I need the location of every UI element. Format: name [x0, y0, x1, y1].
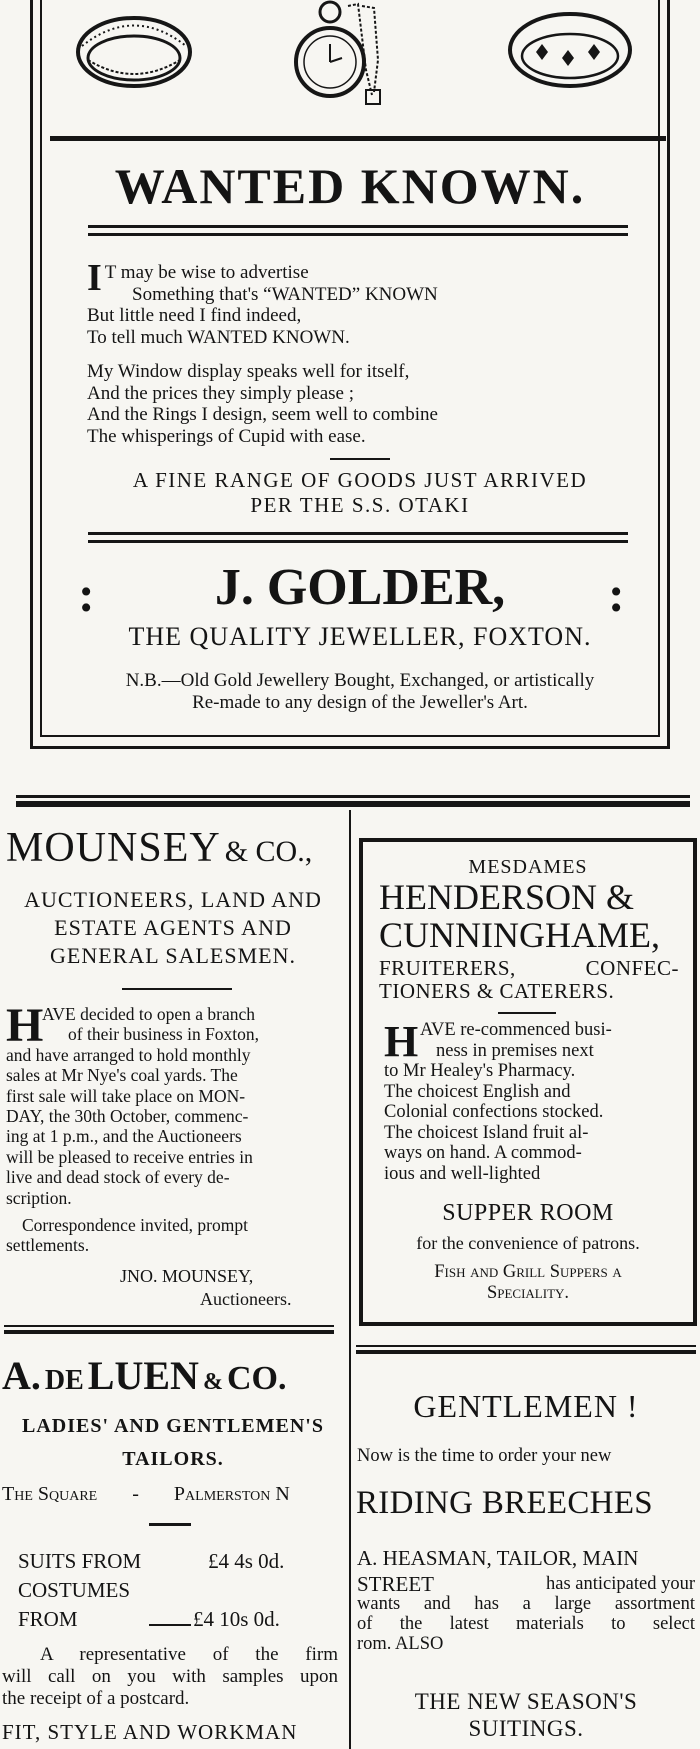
- price-value: £4 10s 0d.: [193, 1607, 280, 1631]
- rep-line: will call on you with samples upon: [2, 1666, 338, 1687]
- rule-top: [50, 136, 666, 141]
- mounsey-signature-role: Auctioneers.: [200, 1289, 292, 1309]
- body-line: wants and has a large assortment: [357, 1594, 695, 1614]
- body-line: settlements.: [6, 1235, 90, 1256]
- rule-mounsey-b: [4, 1330, 334, 1334]
- body-line: Correspondence invited, prompt: [22, 1215, 248, 1236]
- mounsey-co: & CO.,: [224, 835, 313, 868]
- address-dash: -: [132, 1483, 139, 1505]
- body-line: AVE re-commenced busi-: [420, 1020, 612, 1040]
- body-line: The choicest Island fruit al-: [384, 1122, 589, 1143]
- body-line: of the latest materials to select: [357, 1614, 695, 1634]
- colon-right: :: [608, 566, 625, 622]
- tailors-line: TAILORS.: [122, 1448, 224, 1470]
- desc-line: ESTATE AGENTS AND: [54, 915, 292, 940]
- heasman-gentlemen: GENTLEMEN !: [413, 1388, 639, 1424]
- trade-line: FRUITERERS, CONFEC-: [379, 956, 679, 980]
- rep-line: the receipt of a postcard.: [2, 1688, 190, 1709]
- short-rule: [149, 1523, 191, 1526]
- body-line: live and dead stock of every de-: [6, 1167, 230, 1188]
- name-line: HENDERSON &: [379, 877, 635, 917]
- henderson-drop-cap: H: [384, 1017, 419, 1066]
- price-label: SUITS FROM: [18, 1549, 142, 1573]
- arrival-notice: [60, 468, 660, 518]
- deluen-prices: [18, 1547, 338, 1634]
- suppers-line: Speciality.: [486, 1283, 570, 1303]
- body-line: DAY, the 30th October, commenc-: [6, 1106, 249, 1127]
- henderson-supper-room: SUPPER ROOM: [442, 1200, 614, 1226]
- mounsey-title: [6, 824, 346, 872]
- body-line: of their business in Foxton,: [68, 1024, 260, 1045]
- rule-henderson-b: [356, 1350, 696, 1354]
- golder-subtitle: THE QUALITY JEWELLER, FOXTON.: [128, 622, 592, 651]
- deluen-address: [2, 1483, 342, 1506]
- deluen-representative: [2, 1644, 338, 1710]
- poem-line: To tell much WANTED KNOWN.: [87, 326, 350, 348]
- section-rule-a: [16, 795, 690, 798]
- nb-line: N.B.—Old Gold Jewellery Bought, Exchanged, or artistically: [125, 670, 595, 691]
- poem-line: My Window display speaks well for itself,: [87, 361, 410, 382]
- short-rule: [330, 458, 390, 460]
- suppers-line: Fish and Grill Suppers a: [434, 1262, 622, 1282]
- heasman-body: [357, 1574, 695, 1654]
- section-rule-b: [16, 801, 690, 807]
- mounsey-drop-cap: H: [6, 999, 44, 1052]
- trade-line: TIONERS & CATERERS.: [379, 979, 615, 1003]
- short-rule: [149, 1624, 191, 1626]
- poem-line: But little need I find indeed,: [87, 305, 302, 326]
- arrival-line: PER THE S.S. OTAKI: [250, 493, 470, 517]
- tailors-line: LADIES' AND GENTLEMEN'S: [22, 1415, 324, 1437]
- golder-name: J. GOLDER,: [214, 559, 506, 616]
- title-part: A.: [2, 1353, 41, 1398]
- pocket-watch-icon: [292, 0, 412, 108]
- season-line: SUITINGS.: [468, 1716, 584, 1741]
- henderson-convenience: for the convenience of patrons.: [416, 1233, 640, 1253]
- poem-line: The whisperings of Cupid with ease.: [87, 425, 366, 447]
- golder-nb: [50, 670, 670, 714]
- mounsey-description: [0, 886, 346, 970]
- poem-line: And the prices they simply please ;: [87, 382, 354, 404]
- body-line: AVE decided to open a branch: [42, 1004, 256, 1024]
- desc-line: AUCTIONEERS, LAND AND: [24, 887, 322, 912]
- desc-line: GENERAL SALESMEN.: [50, 943, 296, 968]
- henderson-suppers: [370, 1262, 686, 1304]
- body-line: and have arranged to hold monthly: [6, 1044, 251, 1065]
- golder-poem: [87, 257, 647, 447]
- name-line: CUNNINGHAME,: [379, 915, 660, 955]
- heasman-now: Now is the time to order your new: [357, 1446, 612, 1466]
- henderson-name: [379, 878, 699, 954]
- colon-left: :: [78, 566, 95, 622]
- deluen-tailors: [0, 1410, 346, 1476]
- address-square: The Square: [2, 1483, 98, 1505]
- nb-line: Re-made to any design of the Jeweller's Art.: [192, 692, 528, 713]
- rep-line: A representative of the firm: [40, 1644, 338, 1665]
- poem-drop-cap: I: [87, 257, 102, 299]
- body-line: to Mr Healey's Pharmacy.: [384, 1061, 576, 1081]
- henderson-trade: [379, 957, 679, 1003]
- heasman-tailor: A. HEASMAN, TAILOR, MAIN: [357, 1546, 639, 1570]
- title-part: LUEN: [87, 1353, 199, 1398]
- rule-double-a: [88, 225, 628, 228]
- poem-line: T may be wise to advertise: [104, 262, 309, 283]
- rule-henderson-a: [356, 1345, 696, 1347]
- body-street: STREET: [357, 1572, 434, 1596]
- body-line: Colonial confections stocked.: [384, 1102, 604, 1122]
- mounsey-signature: JNO. MOUNSEY,: [120, 1266, 254, 1286]
- rule-double-d: [88, 540, 628, 543]
- deluen-title: [2, 1352, 347, 1399]
- body-rest: has anticipated your: [546, 1574, 695, 1594]
- henderson-body: [384, 1017, 672, 1184]
- heasman-season: [356, 1688, 696, 1742]
- body-line: sales at Mr Nye's coal yards. The: [6, 1065, 238, 1086]
- deluen-fit-line: FIT, STYLE AND WORKMAN: [2, 1720, 298, 1744]
- rule-double-b: [88, 233, 628, 236]
- price-value: £4 4s 0d.: [208, 1549, 285, 1573]
- short-rule: [498, 1012, 556, 1014]
- price-label: COSTUMES FROM: [18, 1578, 131, 1631]
- bangle-ring-icon: [74, 0, 194, 95]
- address-palmerston: Palmerston N: [173, 1483, 290, 1505]
- arrival-line: A FINE RANGE OF GOODS JUST ARRIVED: [132, 468, 588, 492]
- body-line: ways on hand. A commod-: [384, 1143, 582, 1163]
- body-line: rom. ALSO: [357, 1634, 444, 1654]
- henderson-mesdames: MESDAMES: [468, 856, 588, 878]
- season-line: THE NEW SEASON'S: [414, 1689, 638, 1714]
- title-part: DE: [44, 1365, 84, 1396]
- rule-mounsey-a: [4, 1325, 334, 1327]
- title-part: CO.: [226, 1360, 287, 1397]
- mounsey-name: MOUNSEY: [6, 825, 221, 871]
- column-divider: [349, 810, 351, 1749]
- heasman-breeches: RIDING BREECHES: [356, 1485, 653, 1521]
- body-line: scription.: [6, 1187, 72, 1208]
- body-line: first sale will take place on MON-: [6, 1085, 246, 1106]
- poem-line: And the Rings I design, seem well to combine: [87, 404, 438, 425]
- title-part: &: [202, 1369, 223, 1395]
- mounsey-body: [6, 999, 340, 1256]
- short-rule: [122, 988, 232, 990]
- rule-double-c: [88, 532, 628, 535]
- jewelled-ring-icon: [506, 0, 636, 95]
- body-line: will be pleased to receive entries in: [6, 1146, 253, 1167]
- body-line: ing at 1 p.m., and the Auctioneers: [6, 1126, 242, 1147]
- body-line: ious and well-lighted: [384, 1163, 541, 1184]
- wanted-known-title: WANTED KNOWN.: [114, 158, 586, 214]
- poem-line: Something that's “WANTED” KNOWN: [132, 283, 438, 305]
- body-line: The choicest English and: [384, 1081, 571, 1102]
- body-line: ness in premises next: [436, 1040, 594, 1061]
